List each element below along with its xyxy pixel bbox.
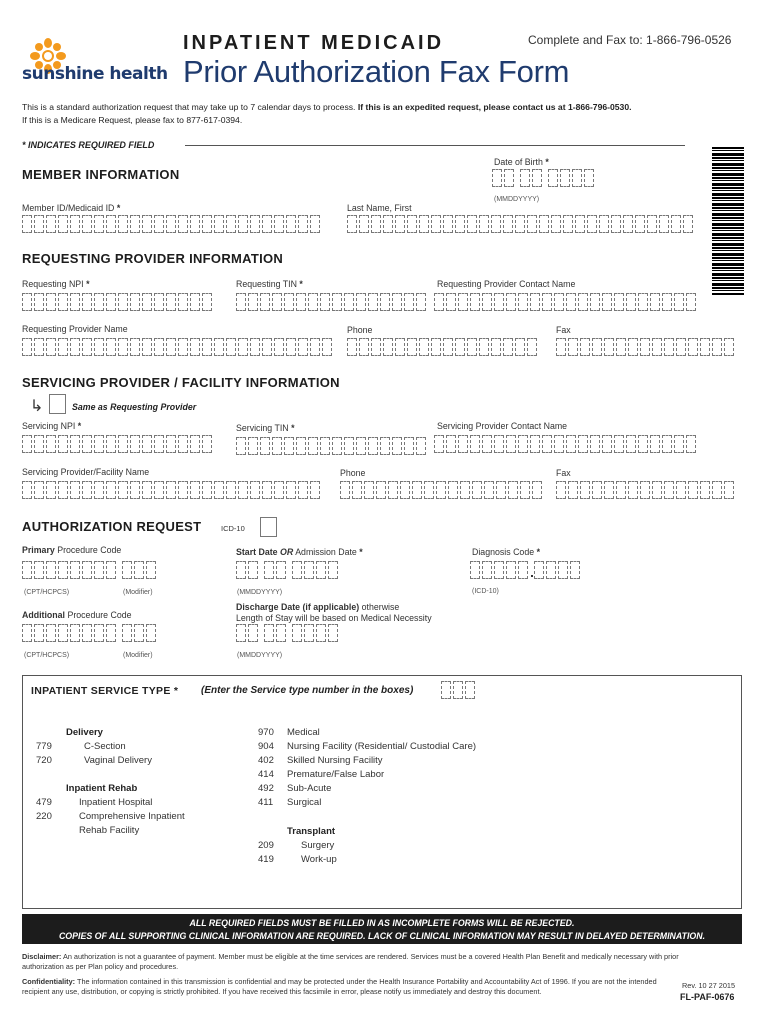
member-id-label: Member ID/Medicaid ID *	[22, 203, 121, 213]
banner-line2: COPIES OF ALL SUPPORTING CLINICAL INFORMATION ARE REQUIRED. LACK OF CLINICAL INFORMATION MAY RESULT IN DELAYED DETERMINATION.	[58, 931, 706, 941]
servicing-fax-label: Fax	[556, 468, 571, 478]
label-inpatient-hospital: Inpatient Hospital	[79, 797, 153, 808]
additional-procedure-label: Additional Procedure Code	[22, 610, 132, 620]
modifier-hint: (Modifier)	[123, 589, 153, 596]
required-banner	[22, 914, 742, 944]
name-label: Last Name, First	[347, 203, 412, 213]
return-arrow-icon: ↳	[30, 398, 44, 415]
requesting-contact-input[interactable]	[434, 293, 698, 311]
label-csection: C-Section	[84, 741, 126, 752]
code-414: 414	[258, 769, 274, 780]
service-type-subtitle: (Enter the Service type number in the boxes)	[201, 685, 414, 696]
disclaimer: Disclaimer: An authorization is not a guarantee of payment. Member must be eligible at the time services are rendered. Services must be a covered Health Plan Benefit and medically necessary with prior authorization as per Plan policy and procedures.	[22, 952, 679, 971]
same-as-requesting-label: Same as Requesting Provider	[72, 402, 197, 412]
servicing-npi-label: Servicing NPI *	[22, 421, 82, 431]
label-surgical: Surgical	[287, 797, 322, 808]
label-surgery: Surgery	[301, 840, 335, 851]
intro-line1: This is a standard authorization request that may take up to 7 calendar days to process.	[22, 102, 356, 112]
requesting-npi-input[interactable]	[22, 293, 214, 311]
auth-section-title: AUTHORIZATION REQUEST	[22, 519, 202, 534]
code-209: 209	[258, 840, 274, 851]
code-904: 904	[258, 741, 274, 752]
fax-instruction: Complete and Fax to: 1-866-796-0526	[528, 33, 732, 47]
label-nursing: Nursing Facility (Residential/ Custodial Care)	[287, 741, 477, 752]
divider	[185, 145, 685, 146]
label-skilled: Skilled Nursing Facility	[287, 755, 383, 766]
servicing-contact-label: Servicing Provider Contact Name	[437, 421, 568, 431]
member-section-title: MEMBER INFORMATION	[22, 167, 180, 182]
code-402: 402	[258, 755, 274, 766]
requesting-tin-input[interactable]	[236, 293, 428, 311]
dob-input[interactable]	[492, 169, 596, 187]
intro-expedited: If this is an expedited request, please contact us at 1-866-796-0530.	[357, 102, 632, 112]
requesting-section-title: REQUESTING PROVIDER INFORMATION	[22, 251, 284, 266]
additional-modifier-input[interactable]	[122, 624, 158, 642]
rehab-heading: Inpatient Rehab	[66, 783, 138, 794]
form-title: Prior Authorization Fax Form	[183, 54, 570, 89]
requesting-name-label: Requesting Provider Name	[22, 324, 128, 334]
start-date-input[interactable]	[236, 561, 340, 579]
intro-line2: If this is a Medicare Request, please fax to 877-617-0394.	[22, 115, 243, 125]
service-type-title: INPATIENT SERVICE TYPE *	[31, 685, 179, 697]
icd10-checkbox[interactable]	[260, 517, 277, 537]
discharge-date-hint: (MMDDYYYY)	[237, 652, 283, 659]
servicing-section-title: SERVICING PROVIDER / FACILITY INFORMATION	[22, 375, 340, 390]
banner-line1: ALL REQUIRED FIELDS MUST BE FILLED IN AS INCOMPLETE FORMS WILL BE REJECTED.	[189, 918, 575, 928]
delivery-heading: Delivery	[66, 727, 103, 738]
cpt-hint-2: (CPT/HCPCS)	[24, 652, 70, 659]
form-kicker: INPATIENT MEDICAID	[183, 32, 445, 54]
servicing-npi-input[interactable]	[22, 435, 214, 453]
confidentiality: Confidentiality: The information contained in this transmission is confidential and may be protected under the Health Insurance Portability and Accountability Act of 1996. If you are not the intended recipient any use, distribution, or copying is strictly prohibited. If you have received this facsimile in error, please notify us immediately and destroy this document.	[22, 977, 657, 996]
label-medical: Medical	[287, 727, 320, 738]
start-date-hint: (MMDDYYYY)	[237, 589, 283, 596]
label-rehab-facility: Rehab Facility	[79, 825, 140, 836]
requesting-contact-label: Requesting Provider Contact Name	[437, 279, 576, 289]
servicing-name-label: Servicing Provider/Facility Name	[22, 467, 150, 477]
requesting-fax-label: Fax	[556, 325, 571, 335]
start-date-label: Start Date OR Admission Date *	[236, 547, 363, 557]
servicing-tin-input[interactable]	[236, 437, 428, 455]
dob-label: Date of Birth *	[494, 157, 549, 167]
diagnosis-label: Diagnosis Code *	[472, 547, 540, 557]
requesting-npi-label: Requesting NPI *	[22, 279, 90, 289]
primary-procedure-input[interactable]	[22, 561, 118, 579]
modifier-hint-2: (Modifier)	[123, 652, 153, 659]
requesting-name-input[interactable]	[22, 338, 334, 356]
barcode-icon	[712, 147, 744, 295]
icd-label: ICD-10	[221, 524, 245, 533]
code-720: 720	[36, 755, 52, 766]
servicing-tin-label: Servicing TIN *	[236, 423, 295, 433]
code-220: 220	[36, 811, 52, 822]
intro-text	[22, 101, 742, 127]
servicing-fax-input[interactable]	[556, 481, 736, 499]
code-479: 479	[36, 797, 52, 808]
label-workup: Work-up	[301, 854, 337, 865]
member-id-input[interactable]	[22, 215, 322, 233]
member-name-input[interactable]	[347, 215, 695, 233]
form-number: FL-PAF-0676	[680, 992, 735, 1002]
discharge-label: Discharge Date (if applicable) otherwise Length of Stay will be based on Medical Necessity	[236, 602, 432, 623]
primary-procedure-label: Primary Procedure Code	[22, 545, 122, 555]
label-comprehensive: Comprehensive Inpatient	[79, 811, 185, 822]
diagnosis-input[interactable]	[470, 561, 582, 579]
required-indicator: * INDICATES REQUIRED FIELD	[22, 140, 155, 150]
revision-date: Rev. 10 27 2015	[682, 981, 736, 990]
cpt-hint: (CPT/HCPCS)	[24, 589, 70, 596]
label-subacute: Sub-Acute	[287, 783, 332, 794]
discharge-date-input[interactable]	[236, 624, 340, 642]
code-970: 970	[258, 727, 274, 738]
requesting-fax-input[interactable]	[556, 338, 736, 356]
dob-hint: (MMDDYYYY)	[494, 196, 540, 203]
same-as-requesting-checkbox[interactable]	[49, 394, 66, 414]
icd-hint: (ICD-10)	[472, 588, 499, 595]
label-premature: Premature/False Labor	[287, 769, 385, 780]
transplant-heading: Transplant	[287, 826, 336, 837]
requesting-phone-input[interactable]	[347, 338, 539, 356]
servicing-phone-input[interactable]	[340, 481, 544, 499]
code-779: 779	[36, 741, 52, 752]
logo-text: sunshine health	[22, 64, 168, 84]
requesting-phone-label: Phone	[347, 325, 373, 335]
additional-procedure-input[interactable]	[22, 624, 118, 642]
label-vaginal: Vaginal Delivery	[84, 755, 152, 766]
servicing-phone-label: Phone	[340, 468, 366, 478]
requesting-tin-label: Requesting TIN *	[236, 279, 303, 289]
servicing-contact-input[interactable]	[434, 435, 698, 453]
servicing-name-input[interactable]	[22, 481, 322, 499]
code-411: 411	[258, 797, 274, 808]
primary-modifier-input[interactable]	[122, 561, 158, 579]
service-type-input[interactable]	[441, 681, 477, 699]
code-492: 492	[258, 783, 274, 794]
code-419: 419	[258, 854, 274, 865]
